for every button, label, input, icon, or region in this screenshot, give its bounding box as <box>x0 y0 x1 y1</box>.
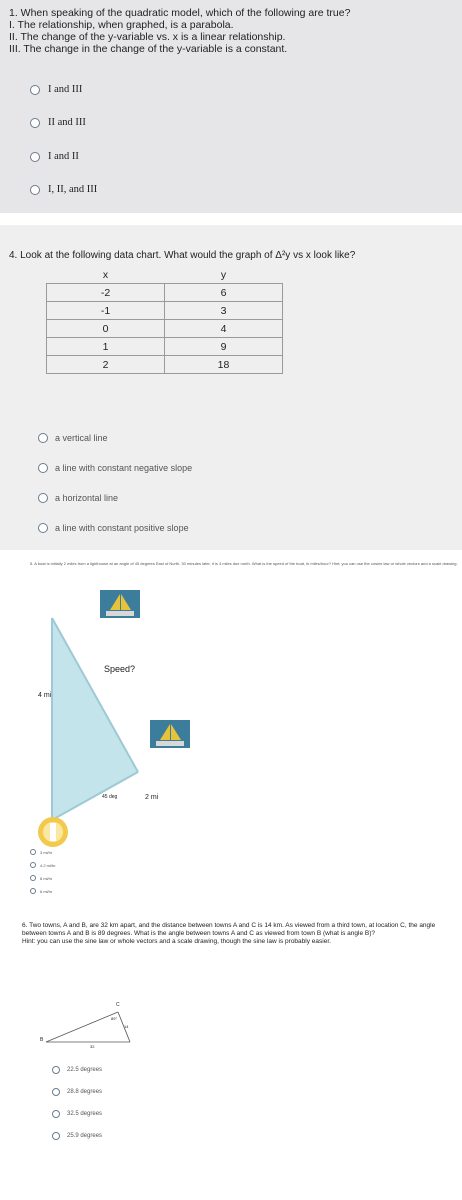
q5-option-3[interactable]: 8 mi/hr <box>30 875 52 881</box>
table-header-y: y <box>220 269 227 281</box>
q1-option-4[interactable]: I, II, and III <box>30 184 97 195</box>
radio-button[interactable] <box>52 1066 60 1074</box>
table-header-x: x <box>102 269 109 281</box>
radio-button[interactable] <box>52 1088 60 1096</box>
question-5-text: 5. A boat is initially 2 miles from a lighthouse at an angle of 45 degrees East of North. 30 minutes later, it is 4 miles due north. What is the speed of the boat, in miles/hour? Hint: you can use the cosine law or whole vectors and a scale drawing. <box>30 561 458 566</box>
table-row: 2 18 <box>47 356 283 374</box>
q1-option-2[interactable]: II and III <box>30 117 86 128</box>
q1-option-3[interactable]: I and II <box>30 151 79 162</box>
label-side-14: 14 <box>124 1024 129 1029</box>
q5-option-1[interactable]: 3 mi/hr <box>30 849 52 855</box>
label-angle-89: 89° <box>111 1016 118 1021</box>
angle-label: 45 deg <box>102 794 118 800</box>
radio-button[interactable] <box>38 493 48 503</box>
q6-option-4[interactable]: 25.9 degrees <box>52 1132 102 1140</box>
distance-2mi-label: 2 mi <box>145 794 159 801</box>
radio-button[interactable] <box>30 849 36 855</box>
question-1-text: 1. When speaking of the quadratic model, which of the following are true? I. The relationship, when graphed, is a parabola. II. The change of the y-variable vs. x is a linear relationship. III. The change in the change of the y-variable is a constant. <box>9 7 351 55</box>
triangle-shape <box>52 618 138 820</box>
label-b: B <box>40 1037 44 1043</box>
radio-button[interactable] <box>30 862 36 868</box>
question-4-panel <box>0 225 462 550</box>
question-6-text: 6. Two towns, A and B, are 32 km apart, and the distance between towns A and C is 14 km. As viewed from a third town, at location C, the angle between towns A and B is 89 degrees. What is the angle between towns A and C as viewed from town B (what is angle B)? Hint: you can use the sine law or whole vectors and a scale drawing, though the sine law is probably easier. <box>22 922 436 945</box>
boat-icon <box>150 720 190 748</box>
q4-option-3[interactable]: a horizontal line <box>38 493 118 503</box>
speed-label: Speed? <box>104 664 136 674</box>
question-1-panel <box>0 0 462 213</box>
q4-option-2[interactable]: a line with constant negative slope <box>38 463 192 473</box>
table-row: 0 4 <box>47 320 283 338</box>
distance-4mi-label: 4 mi <box>38 692 52 699</box>
radio-button[interactable] <box>30 185 40 195</box>
table-row: 1 9 <box>47 338 283 356</box>
towns-triangle-diagram <box>40 992 170 1062</box>
label-side-32: 32 <box>90 1044 95 1049</box>
radio-button[interactable] <box>30 85 40 95</box>
q4-option-1[interactable]: a vertical line <box>38 433 108 443</box>
q1-option-1[interactable]: I and III <box>30 84 82 95</box>
table-row: -1 3 <box>47 302 283 320</box>
radio-button[interactable] <box>30 118 40 128</box>
q4-option-4[interactable]: a line with constant positive slope <box>38 523 189 533</box>
question-6-panel <box>0 912 462 1200</box>
boat-icon <box>100 590 140 618</box>
radio-button[interactable] <box>38 433 48 443</box>
question-5-panel <box>0 558 462 905</box>
q5-option-2[interactable]: 4.2 mi/hr <box>30 862 56 868</box>
q6-option-1[interactable]: 22.5 degrees <box>52 1066 102 1074</box>
q6-option-2[interactable]: 28.8 degrees <box>52 1088 102 1096</box>
radio-button[interactable] <box>52 1132 60 1140</box>
radio-button[interactable] <box>30 888 36 894</box>
radio-button[interactable] <box>30 152 40 162</box>
table-row: -2 6 <box>47 284 283 302</box>
question-4-text: 4. Look at the following data chart. What would the graph of Δ²y vs x look like? <box>9 250 356 261</box>
q5-option-4[interactable]: 6 mi/hr <box>30 888 52 894</box>
radio-button[interactable] <box>52 1110 60 1118</box>
radio-button[interactable] <box>38 523 48 533</box>
label-c: C <box>116 1002 120 1008</box>
lighthouse-icon <box>36 816 72 848</box>
vector-diagram <box>0 558 462 905</box>
radio-button[interactable] <box>30 875 36 881</box>
q6-option-3[interactable]: 32.5 degrees <box>52 1110 102 1118</box>
data-table <box>46 267 283 374</box>
radio-button[interactable] <box>38 463 48 473</box>
